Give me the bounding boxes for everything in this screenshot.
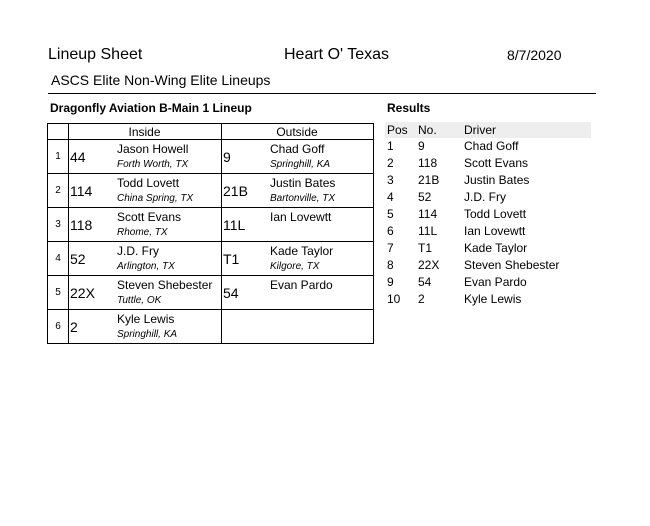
grid-line [48,139,373,140]
results-title: Results [387,101,431,115]
outside-driver-name: Chad Goff [270,142,325,156]
no-header: No. [418,123,437,137]
result-driver: Justin Bates [464,173,530,187]
grid-line [221,124,222,343]
inside-driver-hometown: Forth Worth, TX [117,159,189,170]
results-row [385,189,591,206]
outside-driver-name: Evan Pardo [270,278,333,292]
result-driver: Chad Goff [464,139,519,153]
result-car-number: T1 [418,241,433,255]
result-car-number: 118 [418,156,438,170]
inside-driver-hometown: Arlington, TX [117,261,175,272]
inside-driver-hometown: Rhome, TX [117,227,168,238]
inside-car-number: 52 [70,251,86,267]
row-number: 5 [55,287,61,298]
pos-header: Pos [387,123,408,137]
class-subtitle: ASCS Elite Non-Wing Elite Lineups [51,72,271,88]
grid-line [68,124,69,343]
outside-driver-name: Ian Lovewtt [270,210,332,224]
outside-car-number: T1 [223,251,240,267]
results-row [385,138,591,155]
result-position: 10 [387,292,401,306]
result-driver: Kade Taylor [464,241,528,255]
row-number: 4 [55,253,61,264]
inside-driver-name: Todd Lovett [117,176,180,190]
row-number: 1 [55,151,61,162]
outside-driver-hometown: Kilgore, TX [270,261,320,272]
header-divider [48,93,596,94]
outside-driver-hometown: Springhill, KA [270,159,331,170]
result-driver: Ian Lovewtt [464,224,526,238]
outside-car-number: 54 [223,285,239,301]
result-driver: Steven Shebester [464,258,560,272]
inside-driver-hometown: China Spring, TX [117,193,194,204]
grid-line [48,309,373,310]
grid-line [48,173,373,174]
inside-driver-name: Steven Shebester [117,278,213,292]
result-car-number: 9 [418,139,425,153]
row-number: 6 [55,321,61,332]
result-position: 7 [387,241,394,255]
result-car-number: 54 [418,275,432,289]
document-title: Lineup Sheet [48,46,143,63]
inside-driver-hometown: Tuttle, OK [117,295,162,306]
result-position: 2 [387,156,394,170]
inside-car-number: 118 [70,217,93,233]
result-position: 8 [387,258,394,272]
result-driver: Scott Evans [464,156,529,170]
driver-header: Driver [464,123,496,137]
inside-driver-name: Jason Howell [117,142,189,156]
result-position: 9 [387,275,394,289]
lineup-grid [47,123,374,344]
row-number: 3 [55,219,61,230]
result-position: 4 [387,190,394,204]
inside-car-number: 44 [70,149,86,165]
inside-car-number: 22X [70,285,95,301]
event-date: 8/7/2020 [507,47,562,63]
grid-line [48,207,373,208]
outside-driver-name: Justin Bates [270,176,336,190]
inside-driver-name: Kyle Lewis [117,312,175,326]
results-header-row [385,122,591,138]
result-position: 6 [387,224,394,238]
inside-car-number: 114 [70,183,93,199]
outside-car-number: 9 [223,149,231,165]
result-driver: Todd Lovett [464,207,527,221]
results-row [385,223,591,240]
result-position: 3 [387,173,394,187]
result-position: 5 [387,207,394,221]
results-row [385,206,591,223]
result-car-number: 21B [418,173,440,187]
result-car-number: 22X [418,258,440,272]
outside-header: Outside [276,125,318,139]
results-table [385,122,591,308]
outside-car-number: 11L [223,217,246,233]
inside-car-number: 2 [70,319,78,335]
result-car-number: 52 [418,190,432,204]
result-position: 1 [387,139,394,153]
grid-line [48,241,373,242]
outside-driver-name: Kade Taylor [270,244,334,258]
results-row [385,257,591,274]
results-row [385,172,591,189]
result-driver: Kyle Lewis [464,292,522,306]
inside-header: Inside [128,125,161,139]
lineup-title: Dragonfly Aviation B-Main 1 Lineup [50,101,252,115]
outside-car-number: 21B [223,183,248,199]
results-row [385,291,591,308]
inside-driver-name: J.D. Fry [117,244,159,258]
result-car-number: 11L [418,224,438,238]
result-driver: J.D. Fry [464,190,506,204]
inside-driver-hometown: Springhill, KA [117,329,178,340]
row-number: 2 [55,185,61,196]
outside-driver-hometown: Bartonville, TX [270,193,336,204]
results-row [385,155,591,172]
result-driver: Evan Pardo [464,275,527,289]
results-row [385,240,591,257]
inside-driver-name: Scott Evans [117,210,182,224]
grid-line [48,275,373,276]
result-car-number: 2 [418,292,425,306]
track-name: Heart O' Texas [284,46,390,63]
result-car-number: 114 [418,207,438,221]
results-row [385,274,591,291]
